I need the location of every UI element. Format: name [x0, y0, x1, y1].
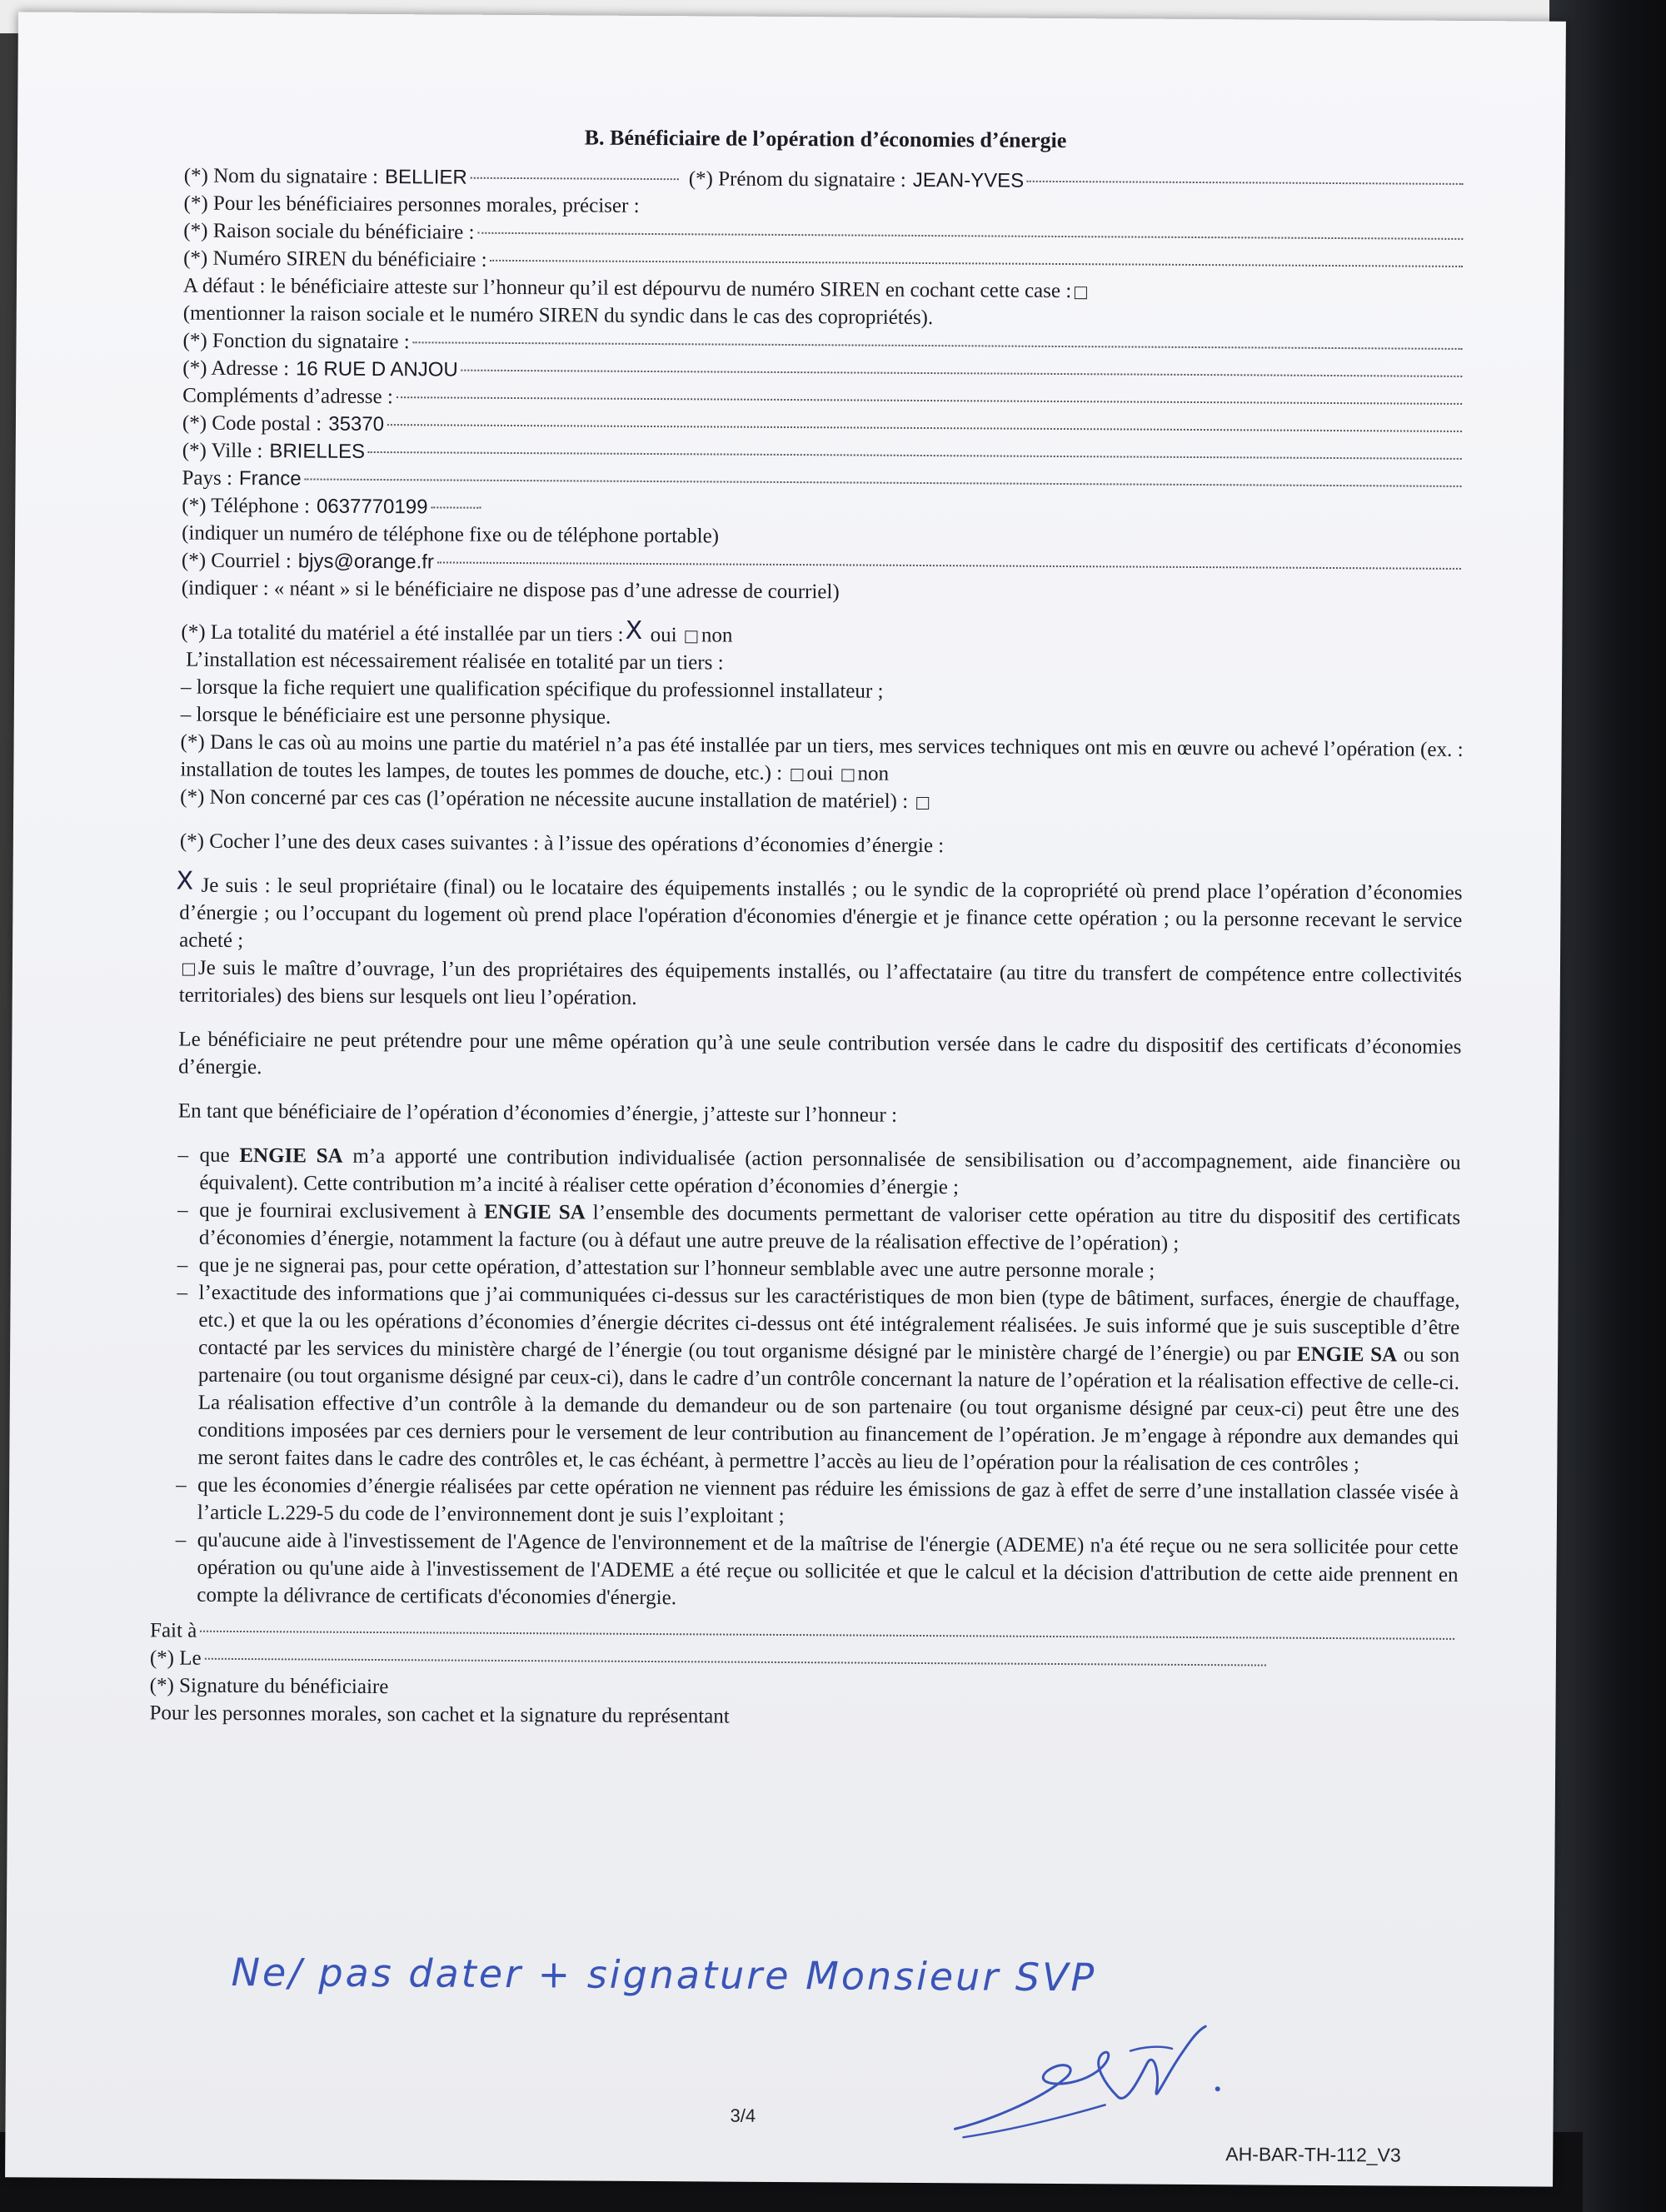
option1-checkbox-checked[interactable] [176, 866, 196, 896]
siren-checkbox[interactable] [1075, 286, 1087, 299]
installation-line1: L’installation est nécessairement réalisée en totalité par un tiers : [186, 648, 724, 675]
check-mark-icon: X [625, 616, 643, 646]
adresse-label: (*) Adresse : [182, 356, 290, 381]
background-right [1549, 0, 1666, 2212]
non-concerne-text: (*) Non concerné par ces cas (l’opération ne nécessite aucune installation de matériel) : [180, 784, 1463, 819]
cocher-intro: (*) Cocher l’une des deux cases suivantes : à l’issue des opérations d’économies d’énergie : [179, 830, 945, 858]
fonction-label: (*) Fonction du signataire : [182, 329, 410, 354]
siren-label: (*) Numéro SIREN du bénéficiaire : [183, 247, 487, 272]
installation-line2: – lorsque la fiche requiert une qualification spécifique du professionnel installateur ; [180, 675, 884, 703]
attestation-1: – que ENGIE SA m’a apporté une contribution individualisée (action personnalisée de sensibilisation ou d’accompagnement, aide financière ou équivalent). Cette contribution m’a incité à réaliser cette opération d’économies d’énergie ; [177, 1143, 1461, 1199]
handwritten-note: Ne/ pas dater + signature Monsieur SVP [231, 1949, 1097, 2000]
mentionner-text: (mentionner la raison sociale et le numéro SIREN du syndic dans le cas des copropriétés). [182, 301, 934, 330]
option2-checkbox[interactable] [182, 963, 195, 975]
telephone-hint: (indiquer un numéro de téléphone fixe ou de téléphone portable) [182, 521, 720, 548]
form-content [149, 122, 1467, 1735]
courriel-value[interactable]: bjys@orange.fr [297, 550, 435, 574]
handwritten-signature [938, 2020, 1239, 2147]
oui-checkbox-checked[interactable] [625, 616, 646, 646]
telephone-value[interactable]: 0637770199 [316, 495, 428, 519]
ville-label: (*) Ville : [182, 439, 263, 463]
a-defaut-text: A défaut : le bénéficiaire atteste sur l’honneur qu’il est dépourvu de numéro SIREN en cochant cette case : [183, 272, 1466, 307]
contribution-text: Le bénéficiaire ne peut prétendre pour une même opération qu’à une seule contribution versée dans le cadre du dispositif des certificats d’économies d’énergie. [178, 1028, 1462, 1079]
check-mark-icon: X [176, 866, 194, 896]
courriel-label: (*) Courriel : [181, 549, 292, 573]
code-postal-value[interactable]: 35370 [328, 412, 385, 436]
cas-text: (*) Dans le cas où au moins une partie du matériel n’a pas été installée par un tiers, mes services techniques ont mis en œuvre ou achevé l’opération (ex. : installation de toutes les lampes, de toutes les pommes de douche, etc.) : oui non [180, 730, 1464, 785]
totalite-line: (*) La totalité du matériel a été installée par un tiers : X oui non [181, 616, 733, 647]
section-title: B. Bénéficiaire de l’opération d’économies d’énergie [584, 125, 1067, 153]
pays-label: Pays : [182, 466, 233, 490]
cocher-option1: X Je suis : le seul propriétaire (final) ou le locataire des équipements installés ; ou le syndic de la copropriété où prend place l’opération d’économies d’énergie ; ou l’occupant du logement où prend place l'opération d'économies d'énergie et je finance cette opération ; ou la personne recevant le service acheté ; [176, 866, 1463, 953]
prenom-value[interactable]: JEAN-YVES [912, 168, 1025, 192]
cocher-option2: Je suis le maître d’ouvrage, l’un des propriétaires des équipements installés, ou l’affectataire (au titre du transfert de compétence entre collectivités territoriales) des biens sur lesquels ont lieu l’opération. [178, 956, 1463, 1009]
nom-value[interactable]: BELLIER [384, 166, 467, 189]
attestation-6: – qu'aucune aide à l'investissement de l'Agence de l'environnement et de la maîtrise de l'énergie (ADEME) n'a été reçue ou ne sera sollicitée pour cette opération ou qu'une aide à l'investissement de l'ADEME a été reçue ou sollicitée et que le calcul et la décision d'attribution de cette aide prennent en compte la délivrance de certificats d'économies d'énergie. [175, 1528, 1459, 1610]
atteste-intro: En tant que bénéficiaire de l’opération d’économies d’énergie, j’atteste sur l’honneur : [177, 1099, 898, 1127]
attestation-5: – que les économies d’énergie réalisées par cette opération ne viennent pas réduire les émissions de gaz à effet de serre d’une installation classée visée à l’article L.229-5 du code de l’environnement dont je suis l’exploitant ; [176, 1473, 1459, 1528]
prenom-label: (*) Prénom du signataire : [688, 167, 906, 192]
pays-value[interactable]: France [238, 466, 302, 491]
personnes-morales-signature: Pour les personnes morales, son cachet et la signature du représentant [149, 1701, 730, 1728]
cas-non-checkbox[interactable] [842, 769, 855, 781]
raison-sociale-label: (*) Raison sociale du bénéficiaire : [183, 219, 475, 244]
attestation-4: – l’exactitude des informations que j’ai communiquées ci-dessus sur les caractéristiques de mon bien (type de bâtiment, surfaces, énergie de chauffage, etc.) et que la ou les opérations d’économies d’énergie décrites ci-dessus ont été intégralement réalisées. Je suis informé que je suis susceptible d’être contacté par les services du ministère chargé de l’énergie (ou tout organisme désigné par le ministère chargé de l’énergie) ou par ENGIE SA ou son partenaire (ou tout organisme désigné par ceux-ci), dans le cadre d’un contrôle concernant la nature de l’opération et la réalisation effective de celle-ci. La réalisation effective d’un contrôle à la demande du demandeur ou de son partenaire (ou tout organisme désigné par ceux-ci) peut être une des conditions imposées par ces derniers pour le versement de leur contribution au financement de l’opération. Je m’engage à répondre aux demandes qui me seront faites dans le cadre des contrôles et, le cas échéant, à permettre l’accès au lieu de l’opération pour la réalisation de ces contrôles ; [177, 1281, 1460, 1477]
non-concerne-checkbox[interactable] [916, 797, 929, 810]
document-page [5, 12, 1566, 2186]
document-reference: AH-BAR-TH-112_V3 [1225, 2143, 1401, 2166]
fait-a-field[interactable] [200, 1631, 1454, 1640]
personnes-morales-label: (*) Pour les bénéficiaires personnes morales, préciser : [183, 192, 640, 217]
attestation-2: – que je fournirai exclusivement à ENGIE SA l’ensemble des documents permettant de valoriser cette opération au titre du dispositif des certificats d’économies d’énergie, notamment la facture (ou à défaut une autre preuve de la réalisation effective de l’opération) ; [177, 1198, 1461, 1255]
siren-field[interactable] [491, 260, 1464, 267]
attestation-3: – que je ne signerai pas, pour cette opération, d’attestation sur l’honneur semblable avec une autre personne morale ; [177, 1253, 1155, 1283]
signature-label: (*) Signature du bénéficiaire [149, 1674, 389, 1699]
cas-oui-checkbox[interactable] [791, 769, 803, 781]
date-field[interactable] [205, 1658, 1266, 1666]
page-number: 3/4 [730, 2105, 756, 2126]
code-postal-label: (*) Code postal : [182, 411, 322, 436]
installation-line3: – lorsque le bénéficiaire est une personne physique. [180, 703, 611, 729]
raison-sociale-field[interactable] [478, 232, 1464, 240]
fait-a-label: Fait à [150, 1619, 197, 1642]
le-label: (*) Le [149, 1647, 202, 1670]
complements-label: Compléments d’adresse : [182, 384, 393, 409]
fonction-field[interactable] [413, 341, 1463, 350]
nom-label: (*) Nom du signataire : [183, 164, 379, 188]
courriel-hint: (indiquer : « néant » si le bénéficiaire ne dispose pas d’une adresse de courriel) [181, 576, 840, 604]
telephone-label: (*) Téléphone : [182, 494, 311, 518]
adresse-value[interactable]: 16 RUE D ANJOU [296, 357, 458, 381]
ville-value[interactable]: BRIELLES [269, 440, 366, 463]
complements-field[interactable] [397, 396, 1462, 405]
non-checkbox[interactable] [686, 630, 698, 643]
